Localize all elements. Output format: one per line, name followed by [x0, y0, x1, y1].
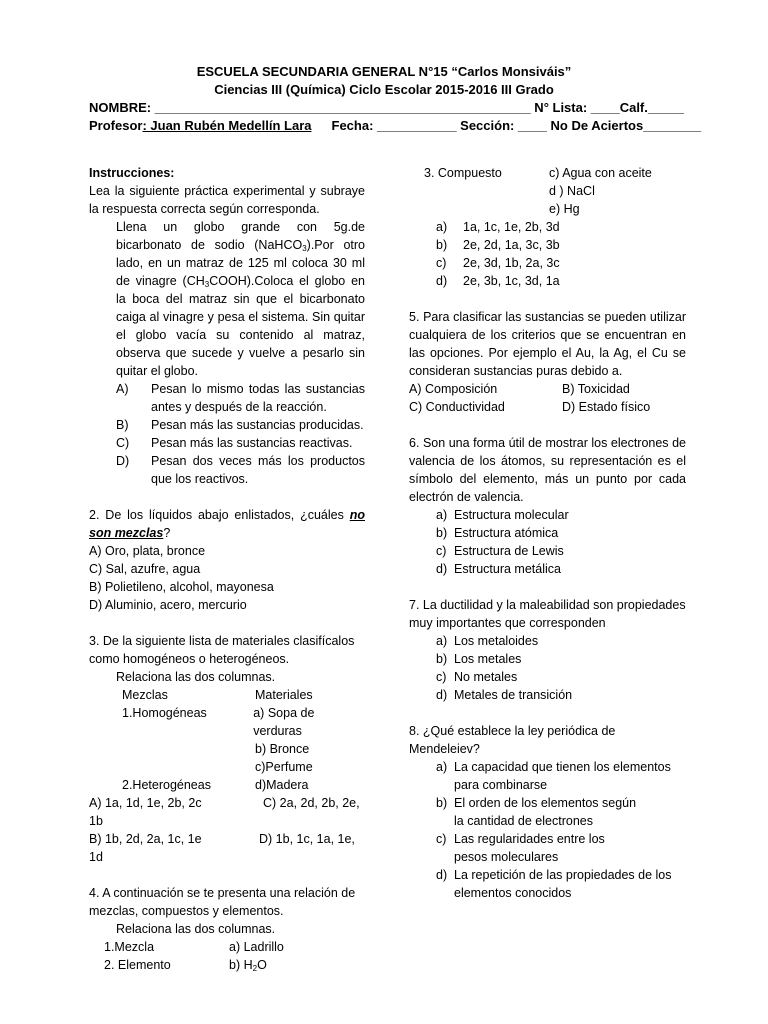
q4-option-c[interactable]: c) 2e, 3d, 1b, 2a, 3c [436, 256, 560, 270]
q3-option[interactable]: D) 1b, 1c, 1a, 1e, [259, 832, 355, 846]
q4-option-a[interactable]: a) 1a, 1c, 1e, 2b, 3d [436, 220, 560, 234]
q4-stem: 4. A continuación se te presenta una relación de mezclas, compuestos y elementos. [89, 886, 356, 918]
q8-option-b[interactable]: b) El orden de los elementos según la cantidad de electrones [436, 796, 637, 828]
experiment-text-b: ).Por otro lado, en un matraz de 125 ml coloca 30 ml de vinagre (CH [116, 238, 366, 288]
school-title [0, 63, 768, 81]
experiment-text-a: Llena un globo grande con 5g.de bicarbonato de sodio (NaHCO [116, 220, 365, 252]
list-blank[interactable]: ____ [590, 100, 620, 115]
q6-option-a[interactable]: a) Estructura molecular [436, 508, 569, 522]
q3-option[interactable]: B) 1b, 2d, 2a, 1c, 1e [89, 832, 202, 846]
teacher-line [89, 117, 701, 135]
q8-stem: 8. ¿Qué establece la ley periódica de Mendeleiev? [409, 724, 616, 756]
question-2 [89, 506, 365, 614]
q6-option-b[interactable]: b) Estructura atómica [436, 526, 559, 540]
q7-option-c[interactable]: c) No metales [436, 670, 518, 684]
teacher-name: : Juan Rubén Medellín Lara [142, 118, 312, 133]
q3-answer-row [89, 830, 365, 848]
instructions-text: Lea la siguiente práctica experimental y subraye la respuesta correcta según corresponda. [89, 184, 365, 216]
subscript: 3 [204, 280, 210, 289]
q1-option-a[interactable]: A) Pesan lo mismo todas las sustancias antes y después de la reacción. [116, 382, 365, 414]
q7-option-d[interactable]: d) Metales de transición [436, 688, 573, 702]
q5-stem: 5. Para clasificar las sustancias se pueden utilizar cualquiera de los criterios que se encuentran en las opciones. Por ejemplo el Au, la Ag, el Cu se consideran sustancias puras debido a. [409, 310, 686, 378]
q2-emphasis: no son mezclas [89, 508, 365, 540]
grade-label: Calf. [619, 100, 648, 115]
section-label: Sección: [456, 118, 518, 133]
q3-row: c)Perfume [255, 760, 313, 774]
q3-option[interactable]: A) 1a, 1d, 1e, 2b, 2c [89, 796, 202, 810]
course-line: Ciencias III (Química) Ciclo Escolar 2015-2016 III Grado [214, 82, 554, 97]
question-4 [89, 884, 365, 974]
q7-option-b[interactable]: b) Los metales [436, 652, 522, 666]
date-blank[interactable]: ___________ [377, 118, 457, 133]
q4-instruction: Relaciona las dos columnas. [116, 922, 276, 936]
grade-blank[interactable]: _____ [647, 100, 685, 115]
q7-options [409, 632, 686, 704]
q5-option-c[interactable]: C) Conductividad [409, 400, 505, 414]
hits-label: No De Aciertos [546, 118, 644, 133]
experiment-text-c: COOH).Coloca el globo en la boca del matraz sin que el bicarbonato caiga al vinagre y pesa el sistema. Sin quitar el globo vacía su contenido al matraz, observa que sucede y vuelve a pesarlo sin quitar el globo. [116, 274, 365, 378]
q3-option-cont: 1b [89, 814, 103, 828]
list-label: N° Lista: [530, 100, 591, 115]
q2-stem: 2. De los líquidos abajo enlistados, ¿cuáles no son mezclas? [89, 508, 365, 540]
q3-table-head [89, 686, 365, 704]
question-8 [409, 722, 686, 902]
q5-option-b[interactable]: B) Toxicidad [562, 382, 630, 396]
hits-blank[interactable]: ________ [643, 118, 702, 133]
q2-option[interactable]: B) Polietileno, alcohol, mayonesa [89, 580, 274, 594]
question-4-continued [409, 164, 686, 290]
experiment-text [89, 218, 365, 380]
q6-stem: 6. Son una forma útil de mostrar los electrones de valencia de los átomos, su representación es el símbolo del elemento, más un punto por cada electrón de valencia. [409, 436, 686, 504]
q8-option-a[interactable]: a) La capacidad que tienen los elementos para combinarse [436, 760, 671, 792]
section-blank[interactable]: ____ [517, 118, 547, 133]
question-7 [409, 596, 686, 704]
q4-row: 3. Compuesto c) Agua con aceite [424, 166, 652, 180]
q5-option-d[interactable]: D) Estado físico [562, 400, 651, 414]
q6-option-d[interactable]: d) Estructura metálica [436, 562, 561, 576]
instructions-title: Instrucciones: [89, 166, 175, 180]
q4-row: 2. Elemento b) $H_2O$ [104, 958, 267, 973]
q3-col2-head: Materiales [255, 688, 313, 702]
question-6 [409, 434, 686, 578]
q8-options [409, 758, 686, 902]
q4-row: 1.Mezcla a) Ladrillo [104, 940, 284, 954]
q5-options-row [409, 380, 686, 398]
q2-option[interactable]: D) Aluminio, acero, mercurio [89, 598, 247, 612]
school-name: “Carlos Monsiváis” [451, 64, 572, 79]
q3-option-cont: 1d [89, 850, 103, 864]
q4-row: e) Hg [549, 202, 580, 216]
school-prefix: ESCUELA SECUNDARIA GENERAL N°15 [196, 64, 452, 79]
q3-answer-row [89, 794, 365, 812]
name-label: NOMBRE: [89, 100, 152, 115]
q3-row: 2.Heterogéneas d)Madera [122, 778, 309, 792]
q6-option-c[interactable]: c) Estructura de Lewis [436, 544, 564, 558]
q4-water-formula: b) $H_2O$ [229, 958, 267, 973]
q1-option-d[interactable]: D) Pesan dos veces más los productos que los reactivos. [116, 454, 365, 486]
q3-row: b) Bronce [255, 742, 310, 756]
date-label: Fecha: [331, 118, 378, 133]
q3-option[interactable]: C) 2a, 2d, 2b, 2e, [263, 796, 360, 810]
question-5 [409, 308, 686, 416]
q4-row: d ) NaCl [549, 184, 595, 198]
q3-col1-head: Mezclas [122, 688, 168, 702]
q3-stem: 3. De la siguiente lista de materiales clasifícalos como homogéneos o heterogéneos. [89, 634, 355, 666]
left-column [89, 164, 365, 974]
question-3 [89, 632, 365, 866]
name-line [89, 99, 684, 117]
name-blank[interactable]: ____________________________________________________ [151, 100, 531, 115]
teacher-label: Profesor [89, 118, 143, 133]
q1-option-b[interactable]: B) Pesan más las sustancias producidas. [116, 418, 364, 432]
subscript: 3 [302, 244, 307, 253]
q4-options [409, 218, 686, 290]
q8-option-c[interactable]: c) Las regularidades entre los pesos moleculares [436, 832, 605, 864]
q6-options [409, 506, 686, 578]
q4-option-b[interactable]: b) 2e, 2d, 1a, 3c, 3b [436, 238, 560, 252]
question-1 [89, 164, 365, 488]
q3-instruction: Relaciona las dos columnas. [116, 670, 276, 684]
q1-options [89, 380, 365, 488]
q5-option-a[interactable]: A) Composición [409, 382, 498, 396]
q7-option-a[interactable]: a) Los metaloides [436, 634, 539, 648]
q2-option[interactable]: A) Oro, plata, bronce [89, 544, 206, 558]
q3-row: 1.Homogéneas a) Sopa de verduras [122, 706, 315, 738]
q1-option-c[interactable]: C) Pesan más las sustancias reactivas. [116, 436, 353, 450]
q8-option-d[interactable]: d) La repetición de las propiedades de los elementos conocidos [436, 868, 672, 900]
q7-stem: 7. La ductilidad y la maleabilidad son propiedades muy importantes que corresponden [409, 598, 686, 630]
q2-option[interactable]: C) Sal, azufre, agua [89, 562, 201, 576]
right-column [409, 164, 686, 902]
q4-option-d[interactable]: d) 2e, 3b, 1c, 3d, 1a [436, 274, 560, 288]
q5-options-row [409, 398, 686, 416]
